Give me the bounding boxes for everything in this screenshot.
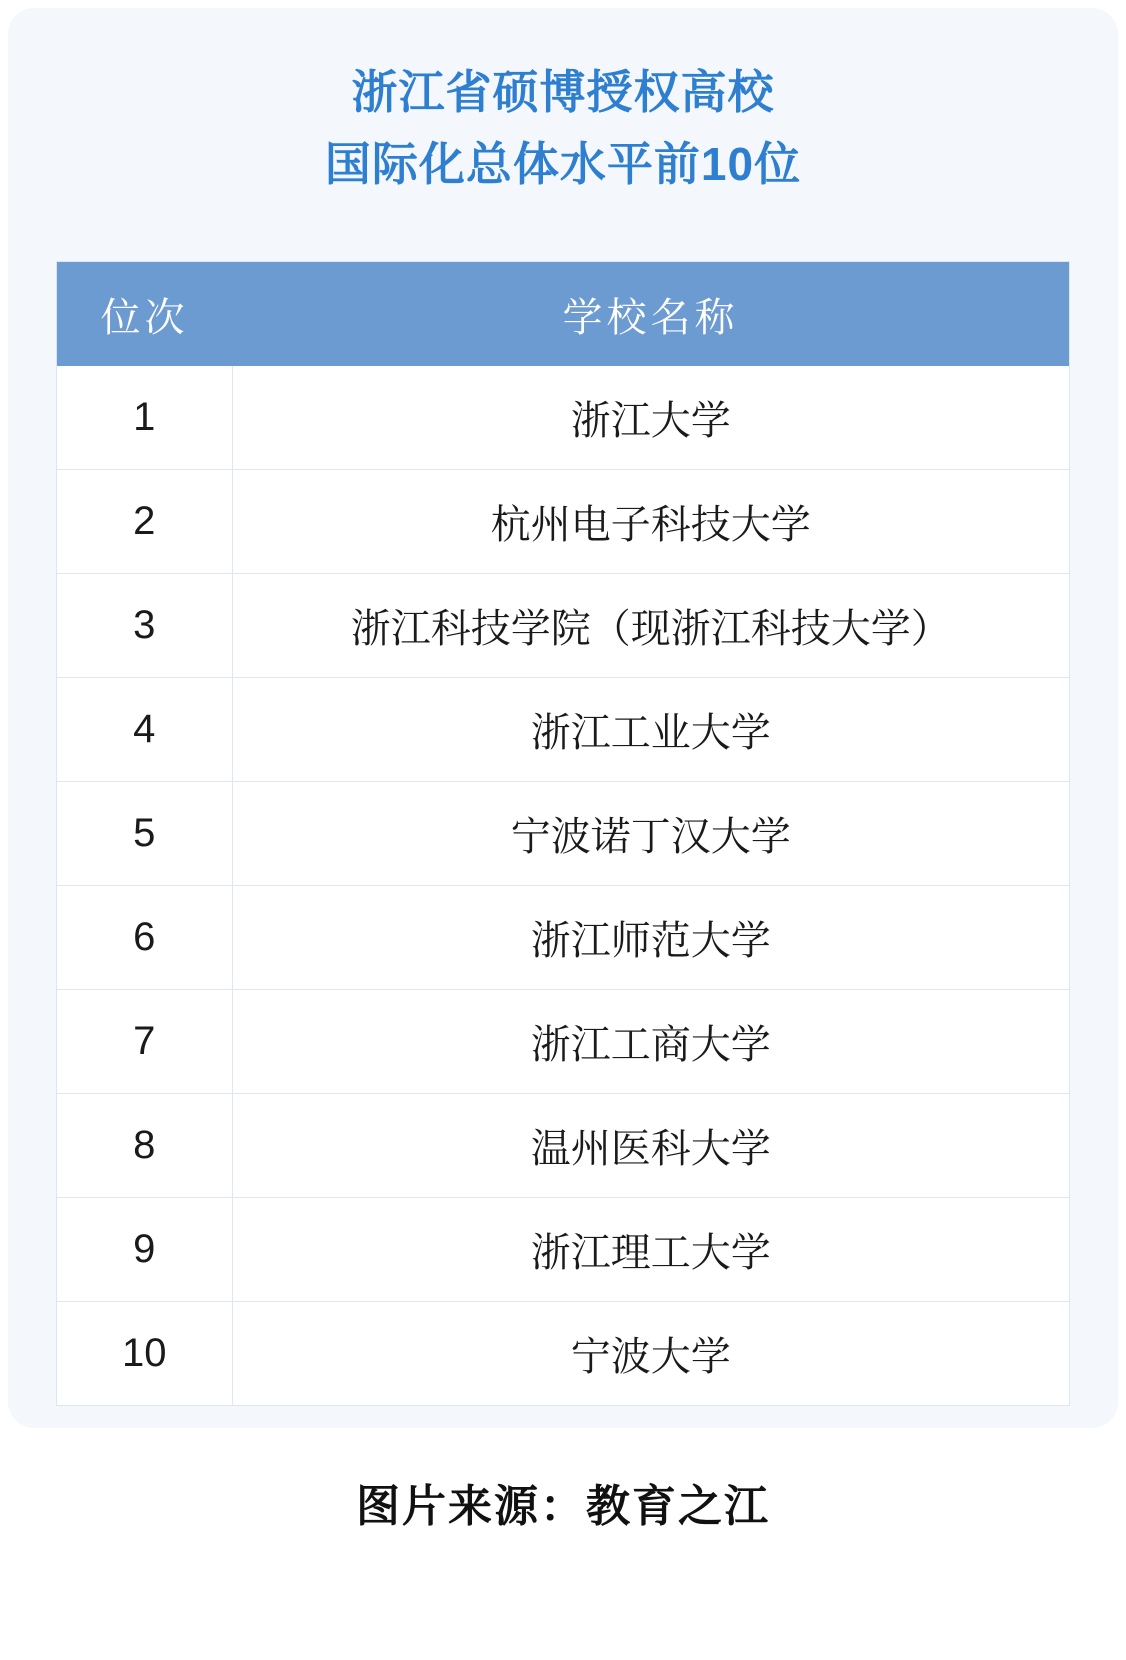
cell-school-name: 浙江工业大学 [232, 678, 1069, 782]
title-line-1: 浙江省硕博授权高校 [351, 66, 775, 118]
table-row [57, 886, 1069, 990]
table-row [57, 574, 1069, 678]
cell-school-name: 浙江大学 [232, 366, 1069, 470]
cell-rank: 7 [57, 990, 232, 1094]
cell-school-name: 浙江工商大学 [232, 990, 1069, 1094]
table-body [57, 366, 1069, 1405]
cell-rank: 3 [57, 574, 232, 678]
table-row [57, 1302, 1069, 1406]
cell-school-name: 温州医科大学 [232, 1094, 1069, 1198]
cell-school-name: 浙江理工大学 [232, 1198, 1069, 1302]
cell-rank: 5 [57, 782, 232, 886]
cell-rank: 1 [57, 366, 232, 470]
table-header-row [57, 262, 1069, 366]
cell-rank: 4 [57, 678, 232, 782]
table-row [57, 1198, 1069, 1302]
table-row [57, 782, 1069, 886]
table-row [57, 470, 1069, 574]
cell-school-name: 浙江科技学院（现浙江科技大学） [232, 574, 1069, 678]
cell-rank: 6 [57, 886, 232, 990]
column-header-rank: 位次 [57, 262, 232, 366]
cell-rank: 2 [57, 470, 232, 574]
table-header [57, 262, 1069, 366]
content-card [8, 8, 1118, 1428]
page-title [8, 8, 1118, 200]
cell-school-name: 浙江师范大学 [232, 886, 1069, 990]
ranking-table-container [56, 261, 1070, 1406]
cell-school-name: 宁波大学 [232, 1302, 1069, 1406]
cell-rank: 9 [57, 1198, 232, 1302]
image-source-caption: 图片来源：教育之江 [356, 1482, 770, 1531]
title-line-2: 国际化总体水平前10位 [324, 138, 802, 190]
cell-rank: 8 [57, 1094, 232, 1198]
cell-rank: 10 [57, 1302, 232, 1406]
ranking-table [57, 262, 1069, 1405]
table-row [57, 990, 1069, 1094]
table-row [57, 366, 1069, 470]
table-row [57, 678, 1069, 782]
table-row [57, 1094, 1069, 1198]
column-header-name: 学校名称 [232, 262, 1069, 366]
cell-school-name: 杭州电子科技大学 [232, 470, 1069, 574]
cell-school-name: 宁波诺丁汉大学 [232, 782, 1069, 886]
